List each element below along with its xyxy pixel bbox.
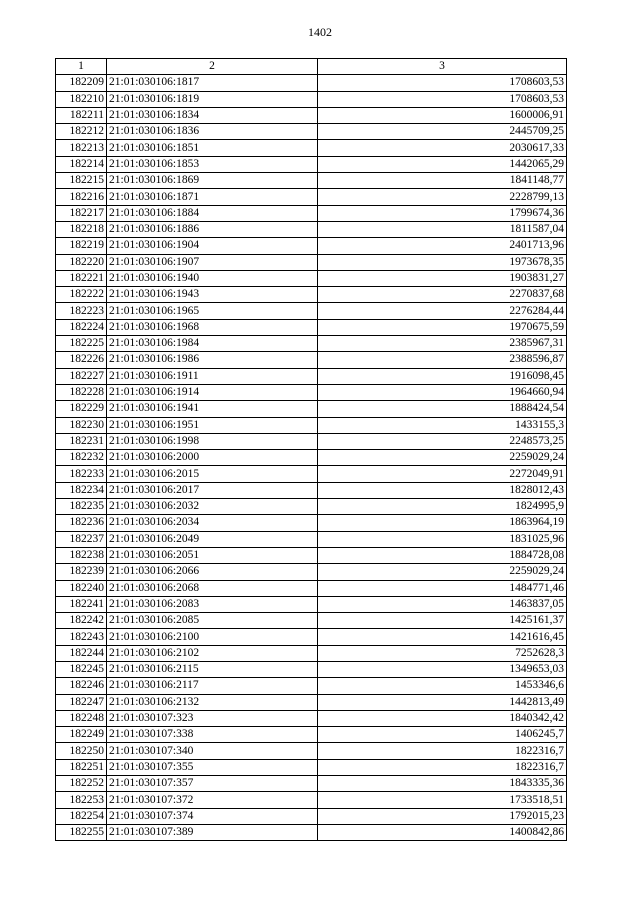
table-row xyxy=(56,727,567,743)
cadastral-number-cell: 21:01:030107:389 xyxy=(107,824,318,840)
table-row xyxy=(56,221,567,237)
row-number-cell: 182235 xyxy=(56,499,107,515)
cadastral-value-cell: 1733518,51 xyxy=(318,792,567,808)
cadastral-number-cell: 21:01:030106:1834 xyxy=(107,107,318,123)
cadastral-number-cell: 21:01:030106:2049 xyxy=(107,531,318,547)
table-row xyxy=(56,694,567,710)
cadastral-value-cell: 1840342,42 xyxy=(318,710,567,726)
column-header-1: 1 xyxy=(56,59,107,75)
cadastral-number-cell: 21:01:030106:2117 xyxy=(107,678,318,694)
cadastral-value-cell: 1799674,36 xyxy=(318,205,567,221)
row-number-cell: 182220 xyxy=(56,254,107,270)
table-row xyxy=(56,596,567,612)
table-row xyxy=(56,645,567,661)
table-header xyxy=(56,59,567,75)
cadastral-number-cell: 21:01:030106:2083 xyxy=(107,596,318,612)
table-row xyxy=(56,564,567,580)
table-row xyxy=(56,238,567,254)
table-row xyxy=(56,792,567,808)
row-number-cell: 182213 xyxy=(56,140,107,156)
cadastral-value-cell: 1442813,49 xyxy=(318,694,567,710)
cadastral-number-cell: 21:01:030106:1968 xyxy=(107,319,318,335)
cadastral-number-cell: 21:01:030106:2017 xyxy=(107,482,318,498)
row-number-cell: 182237 xyxy=(56,531,107,547)
row-number-cell: 182240 xyxy=(56,580,107,596)
row-number-cell: 182248 xyxy=(56,710,107,726)
table-row xyxy=(56,466,567,482)
cadastral-value-cell: 1708603,53 xyxy=(318,91,567,107)
cadastral-value-cell: 1884728,08 xyxy=(318,547,567,563)
cadastral-value-cell: 1708603,53 xyxy=(318,75,567,91)
cadastral-value-cell: 1888424,54 xyxy=(318,401,567,417)
cadastral-value-cell: 2228799,13 xyxy=(318,189,567,205)
row-number-cell: 182230 xyxy=(56,417,107,433)
cadastral-number-cell: 21:01:030106:1884 xyxy=(107,205,318,221)
cadastral-value-cell: 7252628,3 xyxy=(318,645,567,661)
table-row xyxy=(56,287,567,303)
cadastral-value-cell: 1964660,94 xyxy=(318,384,567,400)
cadastral-number-cell: 21:01:030106:1836 xyxy=(107,124,318,140)
row-number-cell: 182214 xyxy=(56,156,107,172)
cadastral-value-cell: 2259029,24 xyxy=(318,450,567,466)
cadastral-number-cell: 21:01:030106:2132 xyxy=(107,694,318,710)
table-row xyxy=(56,336,567,352)
cadastral-number-cell: 21:01:030106:1998 xyxy=(107,433,318,449)
cadastral-number-cell: 21:01:030107:338 xyxy=(107,727,318,743)
cadastral-value-cell: 1863964,19 xyxy=(318,515,567,531)
cadastral-number-cell: 21:01:030106:2000 xyxy=(107,450,318,466)
cadastral-value-cell: 2030617,33 xyxy=(318,140,567,156)
cadastral-number-cell: 21:01:030107:372 xyxy=(107,792,318,808)
row-number-cell: 182244 xyxy=(56,645,107,661)
cadastral-value-cell: 1484771,46 xyxy=(318,580,567,596)
cadastral-number-cell: 21:01:030106:2100 xyxy=(107,629,318,645)
cadastral-number-cell: 21:01:030106:2066 xyxy=(107,564,318,580)
table-row xyxy=(56,580,567,596)
table-row xyxy=(56,368,567,384)
table-row xyxy=(56,254,567,270)
row-number-cell: 182254 xyxy=(56,808,107,824)
table-row xyxy=(56,499,567,515)
row-number-cell: 182234 xyxy=(56,482,107,498)
row-number-cell: 182251 xyxy=(56,759,107,775)
cadastral-value-cell: 1973678,35 xyxy=(318,254,567,270)
cadastral-value-cell: 1421616,45 xyxy=(318,629,567,645)
cadastral-value-cell: 1433155,3 xyxy=(318,417,567,433)
table-row xyxy=(56,759,567,775)
table-row xyxy=(56,189,567,205)
row-number-cell: 182232 xyxy=(56,450,107,466)
cadastral-number-cell: 21:01:030106:2085 xyxy=(107,613,318,629)
row-number-cell: 182233 xyxy=(56,466,107,482)
cadastral-number-cell: 21:01:030106:1941 xyxy=(107,401,318,417)
cadastral-number-cell: 21:01:030106:1965 xyxy=(107,303,318,319)
table-row xyxy=(56,401,567,417)
table-row xyxy=(56,824,567,840)
cadastral-number-cell: 21:01:030106:1886 xyxy=(107,221,318,237)
table-row xyxy=(56,678,567,694)
cadastral-value-cell: 2259029,24 xyxy=(318,564,567,580)
cadastral-value-table xyxy=(55,58,567,841)
cadastral-value-cell: 1792015,23 xyxy=(318,808,567,824)
cadastral-number-cell: 21:01:030106:1940 xyxy=(107,270,318,286)
table-row xyxy=(56,319,567,335)
cadastral-number-cell: 21:01:030106:1904 xyxy=(107,238,318,254)
cadastral-number-cell: 21:01:030107:323 xyxy=(107,710,318,726)
cadastral-number-cell: 21:01:030106:2068 xyxy=(107,580,318,596)
cadastral-number-cell: 21:01:030106:1853 xyxy=(107,156,318,172)
cadastral-number-cell: 21:01:030106:2115 xyxy=(107,661,318,677)
cadastral-value-cell: 1822316,7 xyxy=(318,759,567,775)
table-row xyxy=(56,384,567,400)
row-number-cell: 182252 xyxy=(56,776,107,792)
cadastral-value-cell: 1903831,27 xyxy=(318,270,567,286)
row-number-cell: 182242 xyxy=(56,613,107,629)
table-row xyxy=(56,91,567,107)
cadastral-number-cell: 21:01:030106:1943 xyxy=(107,287,318,303)
table-row xyxy=(56,352,567,368)
cadastral-value-cell: 2445709,25 xyxy=(318,124,567,140)
cadastral-number-cell: 21:01:030107:357 xyxy=(107,776,318,792)
row-number-cell: 182210 xyxy=(56,91,107,107)
row-number-cell: 182212 xyxy=(56,124,107,140)
header-row xyxy=(56,59,567,75)
row-number-cell: 182253 xyxy=(56,792,107,808)
cadastral-number-cell: 21:01:030106:1951 xyxy=(107,417,318,433)
table-row xyxy=(56,613,567,629)
cadastral-value-cell: 1463837,05 xyxy=(318,596,567,612)
row-number-cell: 182236 xyxy=(56,515,107,531)
row-number-cell: 182209 xyxy=(56,75,107,91)
row-number-cell: 182221 xyxy=(56,270,107,286)
cadastral-value-cell: 2248573,25 xyxy=(318,433,567,449)
table-row xyxy=(56,107,567,123)
row-number-cell: 182247 xyxy=(56,694,107,710)
cadastral-number-cell: 21:01:030107:340 xyxy=(107,743,318,759)
cadastral-value-cell: 2385967,31 xyxy=(318,336,567,352)
cadastral-number-cell: 21:01:030106:1819 xyxy=(107,91,318,107)
cadastral-value-cell: 1400842,86 xyxy=(318,824,567,840)
row-number-cell: 182225 xyxy=(56,336,107,352)
table-row xyxy=(56,450,567,466)
table-row xyxy=(56,124,567,140)
cadastral-value-cell: 1425161,37 xyxy=(318,613,567,629)
cadastral-number-cell: 21:01:030106:2051 xyxy=(107,547,318,563)
row-number-cell: 182255 xyxy=(56,824,107,840)
row-number-cell: 182250 xyxy=(56,743,107,759)
cadastral-number-cell: 21:01:030106:2015 xyxy=(107,466,318,482)
cadastral-value-cell: 1843335,36 xyxy=(318,776,567,792)
table-row xyxy=(56,808,567,824)
row-number-cell: 182238 xyxy=(56,547,107,563)
table-row xyxy=(56,482,567,498)
cadastral-value-cell: 2276284,44 xyxy=(318,303,567,319)
row-number-cell: 182216 xyxy=(56,189,107,205)
table-row xyxy=(56,531,567,547)
row-number-cell: 182231 xyxy=(56,433,107,449)
row-number-cell: 182222 xyxy=(56,287,107,303)
row-number-cell: 182223 xyxy=(56,303,107,319)
cadastral-number-cell: 21:01:030107:355 xyxy=(107,759,318,775)
row-number-cell: 182224 xyxy=(56,319,107,335)
cadastral-value-cell: 2270837,68 xyxy=(318,287,567,303)
table-row xyxy=(56,140,567,156)
row-number-cell: 182219 xyxy=(56,238,107,254)
table-row xyxy=(56,173,567,189)
cadastral-number-cell: 21:01:030106:1907 xyxy=(107,254,318,270)
cadastral-number-cell: 21:01:030106:2032 xyxy=(107,499,318,515)
column-header-2: 2 xyxy=(107,59,318,75)
row-number-cell: 182217 xyxy=(56,205,107,221)
cadastral-number-cell: 21:01:030106:1817 xyxy=(107,75,318,91)
cadastral-value-cell: 2388596,87 xyxy=(318,352,567,368)
row-number-cell: 182243 xyxy=(56,629,107,645)
cadastral-number-cell: 21:01:030106:1984 xyxy=(107,336,318,352)
row-number-cell: 182239 xyxy=(56,564,107,580)
table-row xyxy=(56,515,567,531)
table-row xyxy=(56,205,567,221)
row-number-cell: 182211 xyxy=(56,107,107,123)
cadastral-number-cell: 21:01:030106:2034 xyxy=(107,515,318,531)
row-number-cell: 182245 xyxy=(56,661,107,677)
cadastral-value-cell: 2401713,96 xyxy=(318,238,567,254)
cadastral-value-cell: 1970675,59 xyxy=(318,319,567,335)
column-header-3: 3 xyxy=(318,59,567,75)
cadastral-value-cell: 1453346,6 xyxy=(318,678,567,694)
cadastral-value-cell: 1442065,29 xyxy=(318,156,567,172)
table-row xyxy=(56,547,567,563)
table-body xyxy=(56,75,567,841)
row-number-cell: 182228 xyxy=(56,384,107,400)
table-row xyxy=(56,303,567,319)
cadastral-number-cell: 21:01:030106:1914 xyxy=(107,384,318,400)
table-row xyxy=(56,270,567,286)
cadastral-value-cell: 1916098,45 xyxy=(318,368,567,384)
row-number-cell: 182218 xyxy=(56,221,107,237)
cadastral-value-cell: 1406245,7 xyxy=(318,727,567,743)
cadastral-value-cell: 1831025,96 xyxy=(318,531,567,547)
table-row xyxy=(56,156,567,172)
table-row xyxy=(56,75,567,91)
table-row xyxy=(56,629,567,645)
cadastral-value-cell: 2272049,91 xyxy=(318,466,567,482)
row-number-cell: 182215 xyxy=(56,173,107,189)
cadastral-number-cell: 21:01:030107:374 xyxy=(107,808,318,824)
cadastral-number-cell: 21:01:030106:1986 xyxy=(107,352,318,368)
cadastral-number-cell: 21:01:030106:2102 xyxy=(107,645,318,661)
cadastral-value-cell: 1811587,04 xyxy=(318,221,567,237)
cadastral-value-cell: 1828012,43 xyxy=(318,482,567,498)
cadastral-value-cell: 1822316,7 xyxy=(318,743,567,759)
table-row xyxy=(56,417,567,433)
cadastral-number-cell: 21:01:030106:1871 xyxy=(107,189,318,205)
table-row xyxy=(56,743,567,759)
cadastral-number-cell: 21:01:030106:1911 xyxy=(107,368,318,384)
row-number-cell: 182249 xyxy=(56,727,107,743)
cadastral-value-cell: 1824995,9 xyxy=(318,499,567,515)
row-number-cell: 182229 xyxy=(56,401,107,417)
row-number-cell: 182226 xyxy=(56,352,107,368)
row-number-cell: 182246 xyxy=(56,678,107,694)
table-row xyxy=(56,776,567,792)
row-number-cell: 182227 xyxy=(56,368,107,384)
cadastral-number-cell: 21:01:030106:1851 xyxy=(107,140,318,156)
cadastral-value-cell: 1349653,03 xyxy=(318,661,567,677)
cadastral-value-cell: 1600006,91 xyxy=(318,107,567,123)
row-number-cell: 182241 xyxy=(56,596,107,612)
cadastral-number-cell: 21:01:030106:1869 xyxy=(107,173,318,189)
cadastral-value-cell: 1841148,77 xyxy=(318,173,567,189)
table-row xyxy=(56,710,567,726)
page-number: 1402 xyxy=(308,25,332,39)
table-row xyxy=(56,661,567,677)
table-row xyxy=(56,433,567,449)
